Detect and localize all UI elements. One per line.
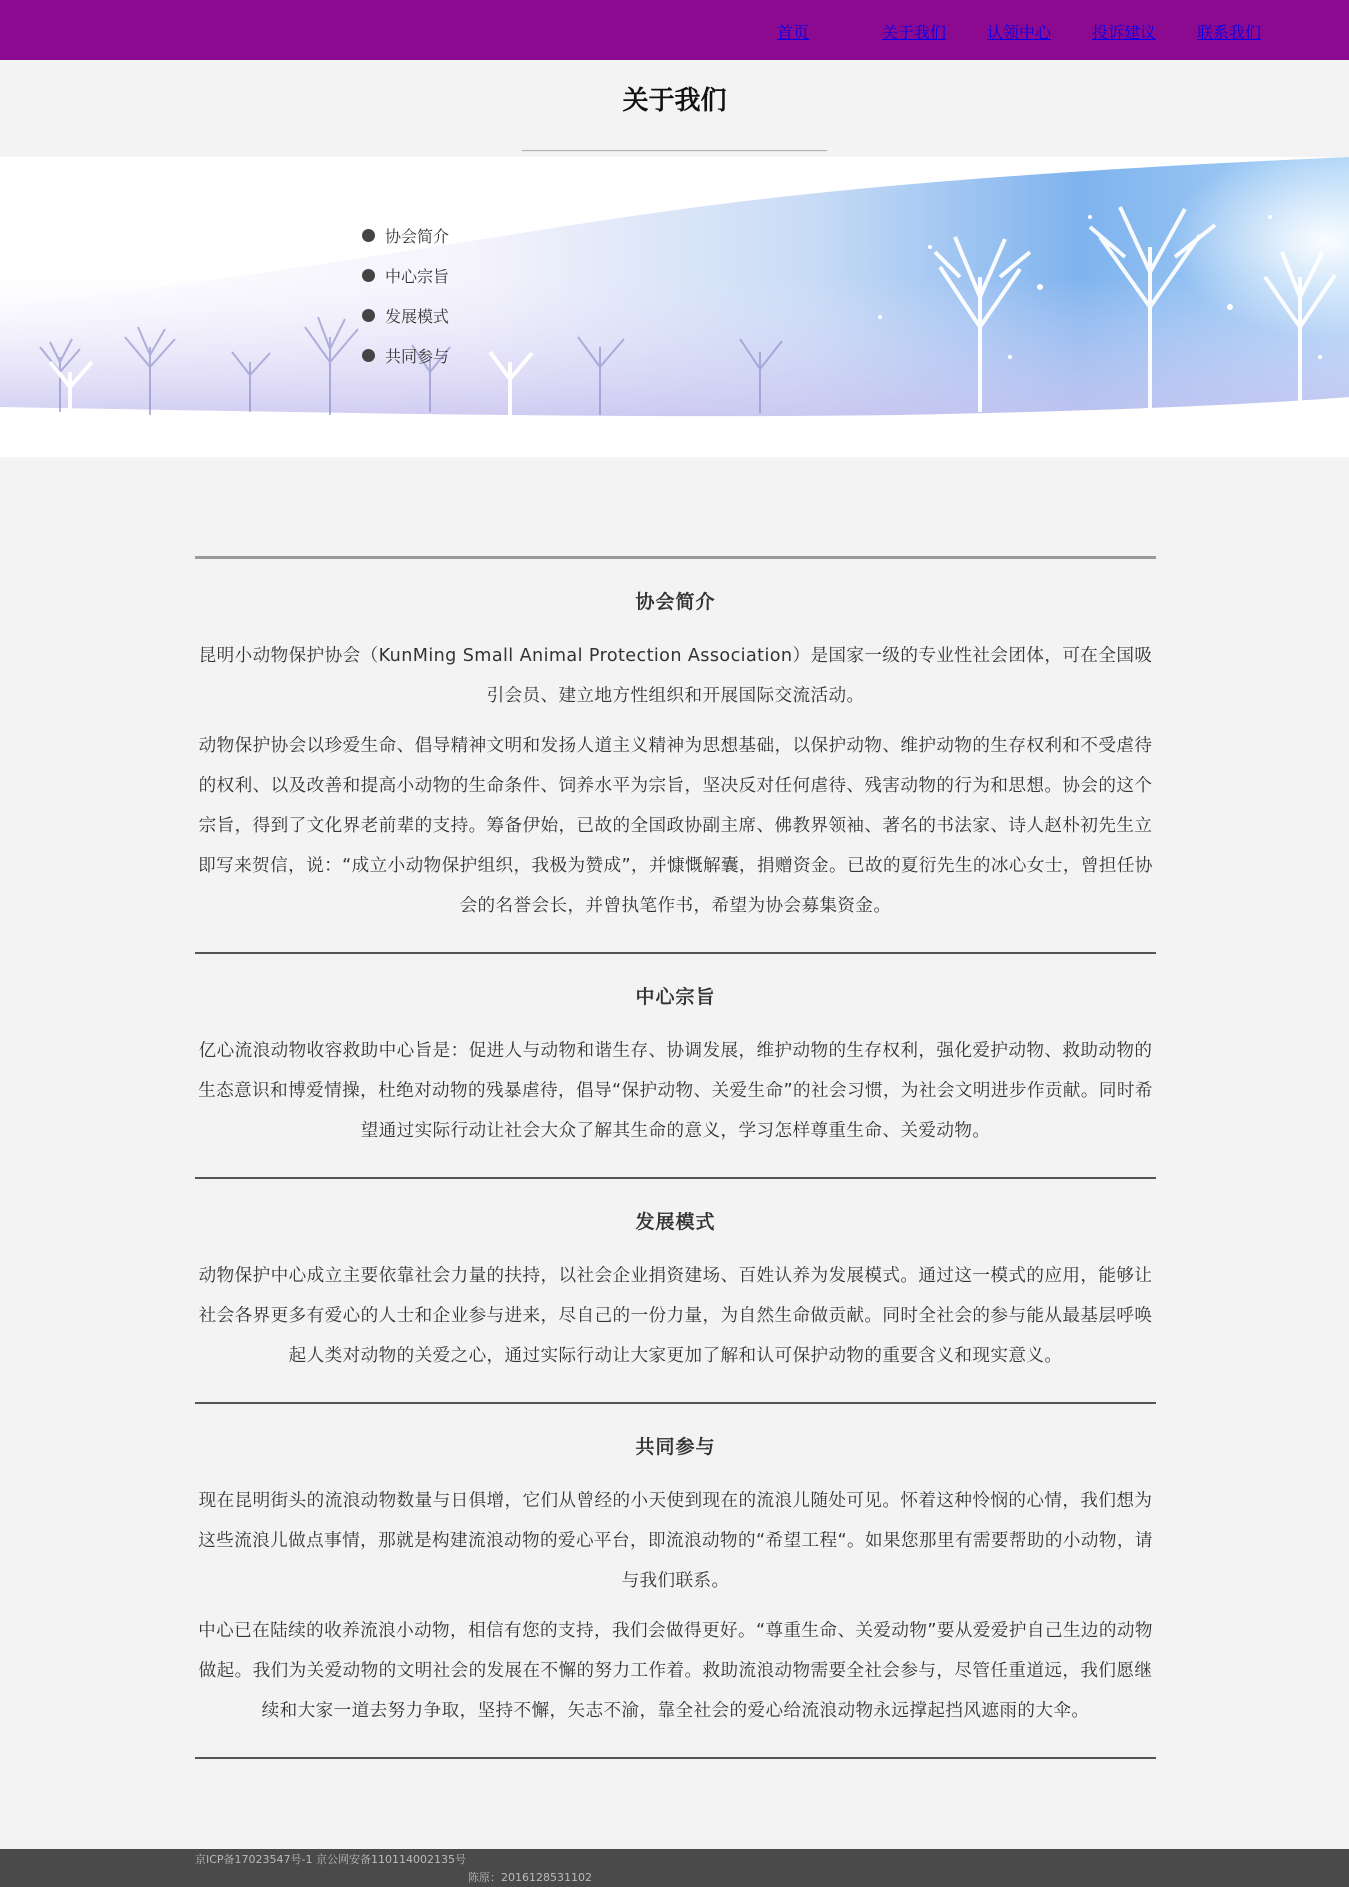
section-paragraph: 中心已在陆续的收养流浪小动物，相信有您的支持，我们会做得更好。“尊重生命、关爱动物”要从爱爱护自己生边的动物做起。我们为关爱动物的文明社会的发展在不懈的努力工作着。救助流浪动物需要全社会参与，尽管任重道远，我们愿继续和大家一道去努力争取，坚持不懈，矢志不渝，靠全社会的爱心给流浪动物永远撑起挡风遮雨的大伞。 <box>198 1621 1153 1721</box>
bullet-icon <box>362 349 375 362</box>
banner-menu-label: 协会简介 <box>385 226 450 246</box>
page-title: 关于我们 <box>622 86 727 116</box>
top-nav-bar <box>0 0 1349 60</box>
section-divider <box>195 1177 1156 1179</box>
section-divider <box>195 1757 1156 1759</box>
section-paragraph: 动物保护协会以珍爱生命、倡导精神文明和发扬人道主义精神为思想基础，以保护动物、维护动物的生存权利和不受虐待的权利、以及改善和提高小动物的生命条件、饲养水平为宗旨，坚决反对任何虐待、残害动物的行为和思想。协会的这个宗旨，得到了文化界老前辈的支持。筹备伊始，已故的全国政协副主席、佛教界领袖、著名的书法家、诗人赵朴初先生立即写来贺信，说：“成立小动物保护组织，我极为赞成”，并慷慨解囊，捐赠资金。已故的夏衍先生的冰心女士，曾担任协会的名誉会长，并曾执笔作书，希望为协会募集资金。 <box>198 736 1153 916</box>
icp-record: 京ICP备17023547号-1 京公网安备110114002135号 <box>195 1853 466 1866</box>
section-paragraph: 现在昆明街头的流浪动物数量与日俱增，它们从曾经的小天使到现在的流浪儿随处可见。怀着这种怜悯的心情，我们想为这些流浪儿做点事情，那就是构建流浪动物的爱心平台，即流浪动物的“希望工程“。如果您那里有需要帮助的小动物，请与我们联系。 <box>198 1491 1153 1591</box>
banner-menu-item-intro[interactable] <box>362 215 449 255</box>
section-purpose <box>195 982 1156 1177</box>
section-title: 共同参与 <box>635 1436 716 1458</box>
section-paragraph: 动物保护中心成立主要依靠社会力量的扶持，以社会企业捐资建场、百姓认养为发展模式。通过这一模式的应用，能够让社会各界更多有爱心的人士和企业参与进来，尽自己的一份力量，为自然生命做贡献。同时全社会的参与能从最基层呼唤起人类对动物的关爱之心，通过实际行动让大家更加了解和认可保护动物的重要含义和现实意义。 <box>198 1266 1153 1366</box>
section-paragraph: 昆明小动物保护协会（KunMing Small Animal Protection Association）是国家一级的专业性社会团体，可在全国吸引会员、建立地方性组织和开展国际交流活动。 <box>198 646 1153 706</box>
banner-menu <box>362 215 449 375</box>
bullet-icon <box>362 309 375 322</box>
section-title: 中心宗旨 <box>635 986 716 1008</box>
section-participation <box>195 1432 1156 1757</box>
banner-menu-item-development[interactable] <box>362 295 449 335</box>
bullet-icon <box>362 229 375 242</box>
section-divider <box>195 556 1156 559</box>
section-title: 发展模式 <box>635 1211 716 1233</box>
section-divider <box>195 952 1156 954</box>
nav-item-contact[interactable]: 联系我们 <box>1197 23 1262 42</box>
hero-banner <box>0 157 1349 457</box>
main-content <box>195 556 1156 1759</box>
banner-menu-label: 共同参与 <box>385 346 450 366</box>
author-credit: 陈原：2016128531102 <box>468 1871 592 1884</box>
section-divider <box>195 1402 1156 1404</box>
nav-item-about[interactable]: 关于我们 <box>882 23 947 42</box>
banner-menu-label: 发展模式 <box>385 306 450 326</box>
nav-item-complaints[interactable]: 投诉建议 <box>1092 23 1157 42</box>
title-strip <box>0 60 1349 157</box>
section-intro <box>195 587 1156 952</box>
nav-item-home[interactable]: 首页 <box>777 23 810 42</box>
banner-menu-item-purpose[interactable] <box>362 255 449 295</box>
banner-menu-item-participation[interactable] <box>362 335 449 375</box>
bullet-icon <box>362 269 375 282</box>
winter-trees-illustration <box>0 157 1349 457</box>
nav-item-adoption[interactable]: 认领中心 <box>987 23 1052 42</box>
section-paragraph: 亿心流浪动物收容救助中心旨是：促进人与动物和谐生存、协调发展，维护动物的生存权利，强化爱护动物、救助动物的生态意识和博爱情操，杜绝对动物的残暴虐待，倡导“保护动物、关爱生命”的社会习惯，为社会文明进步作贡献。同时希望通过实际行动让社会大众了解其生命的意义，学习怎样尊重生命、关爱动物。 <box>198 1041 1153 1141</box>
footer <box>0 1849 1349 1887</box>
section-title: 协会简介 <box>635 591 716 613</box>
title-underline: _______________________________________ <box>521 137 828 152</box>
banner-menu-label: 中心宗旨 <box>385 266 450 286</box>
section-development <box>195 1207 1156 1402</box>
